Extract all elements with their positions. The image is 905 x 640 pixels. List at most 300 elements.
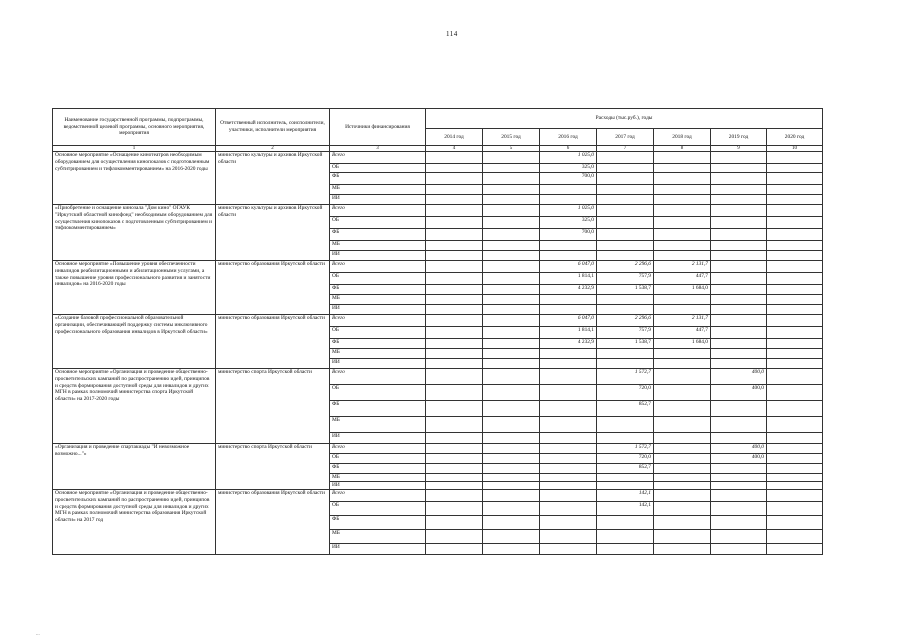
amount-cell (711, 315, 767, 327)
amount-cell (426, 273, 483, 285)
executor-name: министерство образования Иркутской области (216, 261, 330, 315)
funding-source: ОБ (330, 217, 426, 229)
table-row (53, 369, 823, 385)
amount-cell (767, 417, 823, 433)
executor-name: министерство спорта Иркутской области (216, 444, 330, 490)
amount-cell (711, 516, 767, 530)
amount-cell (711, 164, 767, 173)
amount-cell (540, 401, 597, 417)
amount-cell (767, 295, 823, 305)
amount-cell (483, 401, 540, 417)
amount-cell: 1 684,0 (654, 339, 711, 349)
amount-cell: 447,7 (654, 273, 711, 285)
amount-cell (767, 173, 823, 185)
amount-cell (483, 516, 540, 530)
amount-cell (483, 385, 540, 401)
amount-cell (711, 217, 767, 229)
header-year: 2014 год (426, 129, 483, 146)
amount-cell (767, 444, 823, 454)
amount-cell (654, 349, 711, 359)
amount-cell: 2 131,7 (654, 261, 711, 273)
funding-source: ФБ (330, 285, 426, 295)
amount-cell (767, 454, 823, 464)
header-row-top (53, 109, 823, 129)
amount-cell (540, 490, 597, 502)
column-number: 2 (216, 146, 330, 152)
amount-cell (711, 273, 767, 285)
amount-cell (483, 195, 540, 205)
amount-cell (767, 490, 823, 502)
amount-cell (654, 482, 711, 490)
amount-cell (483, 261, 540, 273)
amount-cell (483, 152, 540, 164)
amount-cell (767, 385, 823, 401)
amount-cell: 2 296,6 (597, 261, 654, 273)
column-number: 6 (540, 146, 597, 152)
amount-cell (540, 516, 597, 530)
funding-source: ФБ (330, 229, 426, 241)
amount-cell (540, 464, 597, 474)
executor-name: министерство культуры и архивов Иркутской области (216, 152, 330, 205)
amount-cell: 400,0 (711, 369, 767, 385)
funding-source: ОБ (330, 385, 426, 401)
amount-cell (597, 474, 654, 482)
header-year: 2015 год (483, 129, 540, 146)
funding-source: ФБ (330, 401, 426, 417)
amount-cell (540, 502, 597, 516)
amount-cell (767, 349, 823, 359)
amount-cell (597, 152, 654, 164)
amount-cell (483, 217, 540, 229)
amount-cell (654, 401, 711, 417)
amount-cell (540, 295, 597, 305)
amount-cell (711, 464, 767, 474)
table-row (53, 315, 823, 327)
amount-cell (426, 152, 483, 164)
funding-source: ИИ (330, 482, 426, 490)
funding-source: Всего (330, 261, 426, 273)
amount-cell: 6 047,0 (540, 261, 597, 273)
table-body (53, 152, 823, 555)
executor-name: министерство образования Иркутской области (216, 490, 330, 555)
column-number: 1 (53, 146, 216, 152)
funding-source: МБ (330, 417, 426, 433)
amount-cell: 2 296,6 (597, 315, 654, 327)
amount-cell (711, 185, 767, 195)
amount-cell (654, 229, 711, 241)
amount-cell (767, 530, 823, 544)
amount-cell (597, 482, 654, 490)
funding-source: МБ (330, 349, 426, 359)
amount-cell (540, 241, 597, 251)
amount-cell: 700,0 (540, 229, 597, 241)
amount-cell (711, 195, 767, 205)
amount-cell (483, 502, 540, 516)
amount-cell (767, 251, 823, 261)
amount-cell (654, 530, 711, 544)
amount-cell (711, 502, 767, 516)
amount-cell: 1 025,0 (540, 152, 597, 164)
amount-cell (483, 544, 540, 555)
amount-cell (540, 349, 597, 359)
amount-cell (767, 305, 823, 315)
amount-cell (597, 195, 654, 205)
funding-source: ИИ (330, 544, 426, 555)
amount-cell (483, 241, 540, 251)
amount-cell (767, 152, 823, 164)
amount-cell (654, 217, 711, 229)
amount-cell (426, 417, 483, 433)
amount-cell (483, 530, 540, 544)
amount-cell: 720,0 (597, 385, 654, 401)
amount-cell: 757,9 (597, 327, 654, 339)
amount-cell (540, 369, 597, 385)
amount-cell (483, 251, 540, 261)
amount-cell (483, 417, 540, 433)
amount-cell (767, 327, 823, 339)
amount-cell (483, 490, 540, 502)
funding-source: ОБ (330, 327, 426, 339)
amount-cell (597, 185, 654, 195)
amount-cell: 1 572,7 (597, 369, 654, 385)
amount-cell (654, 205, 711, 217)
amount-cell: 1 684,0 (654, 285, 711, 295)
amount-cell (711, 205, 767, 217)
amount-cell (711, 482, 767, 490)
amount-cell (540, 305, 597, 315)
amount-cell (540, 544, 597, 555)
amount-cell (767, 482, 823, 490)
amount-cell (426, 251, 483, 261)
header-year: 2020 год (767, 129, 823, 146)
page-number: 114 (446, 30, 458, 38)
amount-cell (426, 530, 483, 544)
funding-source: ИИ (330, 251, 426, 261)
budget-table-sheet (52, 108, 822, 573)
amount-cell (597, 417, 654, 433)
amount-cell: 447,7 (654, 327, 711, 339)
amount-cell (483, 295, 540, 305)
amount-cell (597, 433, 654, 444)
amount-cell (426, 385, 483, 401)
amount-cell (426, 195, 483, 205)
amount-cell (483, 229, 540, 241)
amount-cell (426, 444, 483, 454)
amount-cell (711, 241, 767, 251)
funding-source: ОБ (330, 164, 426, 173)
amount-cell (597, 205, 654, 217)
amount-cell (483, 474, 540, 482)
amount-cell (483, 315, 540, 327)
funding-source: МБ (330, 295, 426, 305)
funding-source: ИИ (330, 195, 426, 205)
amount-cell (654, 385, 711, 401)
amount-cell: 4 232,9 (540, 339, 597, 349)
amount-cell (426, 359, 483, 369)
amount-cell (426, 339, 483, 349)
amount-cell: 6 047,0 (540, 315, 597, 327)
funding-source: ФБ (330, 339, 426, 349)
amount-cell (711, 229, 767, 241)
column-number: 7 (597, 146, 654, 152)
amount-cell (767, 164, 823, 173)
table-row (53, 490, 823, 502)
amount-cell (426, 433, 483, 444)
column-number: 10 (767, 146, 823, 152)
header-year: 2017 год (597, 129, 654, 146)
amount-cell: 1 572,7 (597, 444, 654, 454)
amount-cell (483, 444, 540, 454)
amount-cell (654, 454, 711, 464)
amount-cell (711, 474, 767, 482)
amount-cell (767, 339, 823, 349)
amount-cell (483, 173, 540, 185)
amount-cell: 852,7 (597, 401, 654, 417)
amount-cell (597, 164, 654, 173)
amount-cell: 1 814,1 (540, 273, 597, 285)
amount-cell (426, 369, 483, 385)
activity-name: Основное мероприятие «Организация и проведение общественно-просветительских кампаний по распространению идей, принципов и средств формирования доступной среды для инвалидов и других МГН в рамках полномочий министерства образования Иркутской области» на 2017 год (53, 490, 216, 555)
funding-source: ИИ (330, 359, 426, 369)
amount-cell (711, 251, 767, 261)
activity-name: Основное мероприятие «Оснащение кинотеатров необходимым оборудованием для осуществления кинопоказов с подготовленным субтитрированием и тифлокомментированием» на 2016-2020 годы (53, 152, 216, 205)
funding-source: Всего (330, 205, 426, 217)
header-executor: Ответственный исполнитель, соисполнители, участники, исполнители мероприятия (216, 109, 330, 146)
amount-cell (540, 417, 597, 433)
amount-cell (654, 305, 711, 315)
header-year: 2016 год (540, 129, 597, 146)
amount-cell (654, 295, 711, 305)
amount-cell (654, 164, 711, 173)
amount-cell (540, 359, 597, 369)
amount-cell (654, 464, 711, 474)
amount-cell (426, 474, 483, 482)
activity-name: «Создание базовой профессиональной образовательной организации, обеспечивающей поддержку системы инклюзивного профессионального образования инвалидов в Иркутской области» (53, 315, 216, 369)
amount-cell (597, 241, 654, 251)
amount-cell (711, 295, 767, 305)
table-row (53, 152, 823, 164)
column-number: 4 (426, 146, 483, 152)
amount-cell (654, 241, 711, 251)
amount-cell (483, 164, 540, 173)
amount-cell (767, 273, 823, 285)
funding-source: МБ (330, 474, 426, 482)
amount-cell (767, 241, 823, 251)
amount-cell (426, 544, 483, 555)
activity-name: Основное мероприятие «Организация и проведение общественно-просветительских кампаний по распространению идей, принципов и средств формирования доступной среды для инвалидов и других МГН в рамках полномочий министерства спорта Иркутской области» на 2017-2020 годы (53, 369, 216, 444)
activity-name: «Приобретение и оснащение кинозала "Дом кино" ОГАУК "Иркутский областной кинофонд" необходимым оборудованием для осуществления кинопоказов с подготовленным субтитрированием и тифлокомментированием» (53, 205, 216, 261)
amount-cell: 400,0 (711, 454, 767, 464)
table-row (53, 205, 823, 217)
amount-cell (540, 195, 597, 205)
amount-cell (711, 349, 767, 359)
amount-cell (426, 285, 483, 295)
funding-source: Всего (330, 315, 426, 327)
amount-cell (483, 185, 540, 195)
amount-cell (426, 295, 483, 305)
table-row (53, 261, 823, 273)
amount-cell (767, 464, 823, 474)
amount-cell (711, 173, 767, 185)
amount-cell (767, 401, 823, 417)
amount-cell (654, 417, 711, 433)
amount-cell (483, 454, 540, 464)
funding-source: ФБ (330, 173, 426, 185)
column-number: 5 (483, 146, 540, 152)
amount-cell (483, 305, 540, 315)
amount-cell (597, 349, 654, 359)
amount-cell: 400,0 (711, 385, 767, 401)
funding-source: ФБ (330, 516, 426, 530)
column-number: 9 (711, 146, 767, 152)
header-expenses: Расходы (тыс.руб.), годы (426, 109, 823, 129)
amount-cell: 1 538,7 (597, 339, 654, 349)
funding-source: ИИ (330, 433, 426, 444)
amount-cell (654, 185, 711, 195)
funding-source: ОБ (330, 502, 426, 516)
amount-cell (597, 295, 654, 305)
amount-cell (767, 229, 823, 241)
amount-cell (483, 339, 540, 349)
amount-cell (711, 285, 767, 295)
amount-cell (483, 273, 540, 285)
amount-cell (426, 490, 483, 502)
amount-cell (767, 195, 823, 205)
amount-cell (426, 401, 483, 417)
amount-cell (711, 359, 767, 369)
amount-cell (597, 217, 654, 229)
funding-source: МБ (330, 241, 426, 251)
funding-source: Всего (330, 369, 426, 385)
amount-cell: 700,0 (540, 173, 597, 185)
amount-cell (767, 217, 823, 229)
amount-cell (540, 482, 597, 490)
funding-source: МБ (330, 530, 426, 544)
amount-cell (426, 502, 483, 516)
header-year: 2019 год (711, 129, 767, 146)
amount-cell (711, 339, 767, 349)
executor-name: министерство образования Иркутской области (216, 315, 330, 369)
amount-cell (483, 349, 540, 359)
amount-cell (597, 530, 654, 544)
header-program-name: Наименование государственной программы, подпрограммы, ведомственной целевой программы, основного мероприятия, мероприятия (53, 109, 216, 146)
activity-name: Основное мероприятие «Повышение уровня обеспеченности инвалидов реабилитационными и абилитационными услугами, а также повышение уровня профессионального развития и занятости инвалидов» на 2016-2020 годы (53, 261, 216, 315)
amount-cell (597, 251, 654, 261)
amount-cell (767, 185, 823, 195)
amount-cell (767, 544, 823, 555)
amount-cell (711, 490, 767, 502)
amount-cell (597, 305, 654, 315)
funding-source: Всего (330, 490, 426, 502)
amount-cell (540, 530, 597, 544)
amount-cell (654, 433, 711, 444)
amount-cell (426, 327, 483, 339)
funding-source: ИИ (330, 305, 426, 315)
footer-mark: ... (36, 632, 40, 637)
funding-source: Всего (330, 152, 426, 164)
amount-cell (426, 217, 483, 229)
amount-cell (767, 474, 823, 482)
amount-cell (426, 516, 483, 530)
amount-cell (483, 369, 540, 385)
amount-cell (654, 359, 711, 369)
amount-cell (540, 454, 597, 464)
amount-cell: 2 131,7 (654, 315, 711, 327)
amount-cell: 852,7 (597, 464, 654, 474)
amount-cell: 400,0 (711, 444, 767, 454)
amount-cell (711, 401, 767, 417)
amount-cell (767, 261, 823, 273)
amount-cell: 325,0 (540, 164, 597, 173)
funding-source: ФБ (330, 464, 426, 474)
column-number: 3 (330, 146, 426, 152)
amount-cell (483, 359, 540, 369)
amount-cell (767, 359, 823, 369)
amount-cell (654, 152, 711, 164)
amount-cell: 757,9 (597, 273, 654, 285)
amount-cell (540, 474, 597, 482)
amount-cell (426, 464, 483, 474)
amount-cell (483, 433, 540, 444)
column-number: 8 (654, 146, 711, 152)
amount-cell (597, 544, 654, 555)
amount-cell: 325,0 (540, 217, 597, 229)
amount-cell (654, 173, 711, 185)
amount-cell: 142,1 (597, 490, 654, 502)
amount-cell (654, 251, 711, 261)
amount-cell (711, 261, 767, 273)
amount-cell (654, 444, 711, 454)
amount-cell (711, 305, 767, 315)
funding-source: Всего (330, 444, 426, 454)
amount-cell (654, 502, 711, 516)
amount-cell (597, 516, 654, 530)
amount-cell (540, 385, 597, 401)
amount-cell (483, 482, 540, 490)
amount-cell (426, 482, 483, 490)
executor-name: министерство культуры и архивов Иркутской области (216, 205, 330, 261)
funding-source: МБ (330, 185, 426, 195)
budget-table (52, 108, 823, 555)
amount-cell (426, 164, 483, 173)
amount-cell (540, 185, 597, 195)
amount-cell: 4 232,9 (540, 285, 597, 295)
amount-cell (654, 369, 711, 385)
amount-cell (767, 205, 823, 217)
amount-cell (426, 315, 483, 327)
amount-cell (540, 444, 597, 454)
amount-cell (426, 305, 483, 315)
amount-cell (426, 173, 483, 185)
header-funding-source: Источники финансирования (330, 109, 426, 146)
amount-cell (483, 285, 540, 295)
amount-cell (654, 544, 711, 555)
amount-cell (654, 195, 711, 205)
amount-cell (711, 152, 767, 164)
amount-cell (711, 433, 767, 444)
amount-cell: 1 814,1 (540, 327, 597, 339)
amount-cell (540, 251, 597, 261)
amount-cell (767, 516, 823, 530)
activity-name: «Организация и проведение спартакиады "И невозможное возможно..."» (53, 444, 216, 490)
amount-cell (483, 464, 540, 474)
amount-cell (711, 417, 767, 433)
amount-cell (426, 229, 483, 241)
amount-cell (767, 433, 823, 444)
amount-cell (426, 454, 483, 464)
amount-cell (654, 490, 711, 502)
amount-cell (483, 327, 540, 339)
